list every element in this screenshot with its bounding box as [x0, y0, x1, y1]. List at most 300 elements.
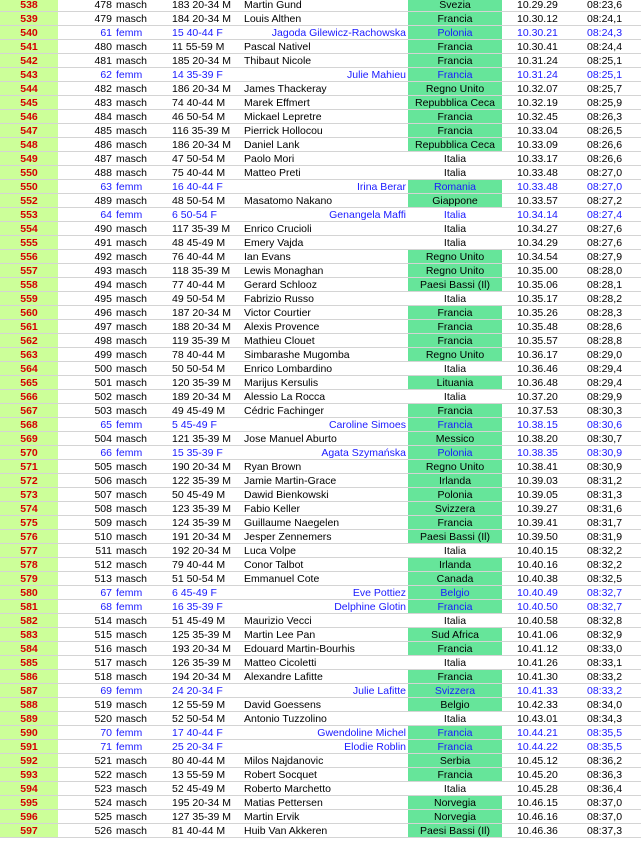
category-cell: 185 20-34 M — [172, 55, 231, 67]
finish-time-cell: 10.37.20 — [517, 391, 558, 403]
bib-number-cell: 525 — [94, 811, 112, 823]
pace-cell: 08:32,5 — [587, 573, 623, 585]
position-cell: 577 — [0, 544, 58, 557]
bib-number-cell: 518 — [94, 671, 112, 683]
nationality-cell: Paesi Bassi (Il) — [408, 530, 502, 543]
bib-number-cell: 524 — [94, 797, 112, 809]
position-cell: 543 — [0, 68, 58, 81]
bib-number-cell: 497 — [94, 321, 112, 333]
finish-time-cell: 10.39.03 — [517, 475, 558, 487]
table-row — [0, 264, 641, 278]
category-cell: 126 35-39 M — [172, 657, 231, 669]
athlete-name-cell: Fabrizio Russo — [244, 293, 315, 305]
pace-cell: 08:32,9 — [587, 629, 623, 641]
nationality-cell: Francia — [408, 320, 502, 333]
athlete-name-cell: Louis Althen — [244, 13, 302, 25]
nationality-cell: Italia — [443, 657, 467, 669]
finish-time-cell: 10.39.41 — [517, 517, 558, 529]
category-cell: 74 40-44 M — [172, 97, 226, 109]
pace-cell: 08:37,0 — [587, 811, 623, 823]
category-cell: 80 40-44 M — [172, 755, 226, 767]
finish-time-cell: 10.31.24 — [517, 69, 558, 81]
athlete-name-cell: Julie Mahieu — [347, 69, 406, 81]
table-row — [0, 404, 641, 418]
gender-cell: masch — [116, 643, 147, 655]
gender-cell: femm — [116, 27, 143, 39]
position-cell: 553 — [0, 208, 58, 221]
category-cell: 194 20-34 M — [172, 671, 231, 683]
category-cell: 125 35-39 M — [172, 629, 231, 641]
pace-cell: 08:25,7 — [587, 83, 623, 95]
category-cell: 52 50-54 M — [172, 713, 226, 725]
athlete-name-cell: Ryan Brown — [244, 461, 302, 473]
finish-time-cell: 10.38.41 — [517, 461, 558, 473]
category-cell: 51 50-54 M — [172, 573, 226, 585]
nationality-cell: Francia — [408, 768, 502, 781]
athlete-name-cell: Alexandre Lafitte — [244, 671, 323, 683]
athlete-name-cell: Marijus Kersulis — [244, 377, 319, 389]
table-row — [0, 740, 641, 754]
pace-cell: 08:28,8 — [587, 335, 623, 347]
bib-number-cell: 486 — [94, 139, 112, 151]
gender-cell: masch — [116, 237, 147, 249]
nationality-cell: Polonia — [408, 26, 502, 39]
position-cell: 588 — [0, 698, 58, 711]
athlete-name-cell: Enrico Crucioli — [244, 223, 312, 235]
athlete-name-cell: Gerard Schlooz — [244, 279, 317, 291]
finish-time-cell: 10.33.57 — [517, 195, 558, 207]
bib-number-cell: 61 — [100, 27, 112, 39]
pace-cell: 08:29,4 — [587, 363, 623, 375]
nationality-cell: Giappone — [408, 194, 502, 207]
athlete-name-cell: James Thackeray — [244, 83, 327, 95]
gender-cell: masch — [116, 111, 147, 123]
pace-cell: 08:26,3 — [587, 111, 623, 123]
nationality-cell: Messico — [408, 432, 502, 445]
nationality-cell: Italia — [443, 237, 467, 249]
position-cell: 589 — [0, 712, 58, 725]
gender-cell: femm — [116, 209, 143, 221]
athlete-name-cell: Masatomo Nakano — [244, 195, 333, 207]
gender-cell: masch — [116, 475, 147, 487]
finish-time-cell: 10.32.45 — [517, 111, 558, 123]
table-row — [0, 782, 641, 796]
nationality-cell: Norvegia — [408, 796, 502, 809]
finish-time-cell: 10.39.27 — [517, 503, 558, 515]
table-row — [0, 166, 641, 180]
finish-time-cell: 10.35.00 — [517, 265, 558, 277]
table-row — [0, 194, 641, 208]
table-row — [0, 278, 641, 292]
position-cell: 580 — [0, 586, 58, 599]
bib-number-cell: 507 — [94, 489, 112, 501]
finish-time-cell: 10.35.06 — [517, 279, 558, 291]
position-cell: 566 — [0, 390, 58, 403]
bib-number-cell: 67 — [100, 587, 112, 599]
position-cell: 574 — [0, 502, 58, 515]
pace-cell: 08:35,5 — [587, 727, 623, 739]
pace-cell: 08:24,3 — [587, 27, 623, 39]
position-cell: 544 — [0, 82, 58, 95]
category-cell: 186 20-34 M — [172, 83, 231, 95]
bib-number-cell: 63 — [100, 181, 112, 193]
pace-cell: 08:28,1 — [587, 279, 623, 291]
gender-cell: masch — [116, 139, 147, 151]
position-cell: 592 — [0, 754, 58, 767]
gender-cell: masch — [116, 335, 147, 347]
pace-cell: 08:34,0 — [587, 699, 623, 711]
table-row — [0, 12, 641, 26]
table-row — [0, 810, 641, 824]
finish-time-cell: 10.41.33 — [517, 685, 558, 697]
finish-time-cell: 10.35.57 — [517, 335, 558, 347]
nationality-cell: Italia — [443, 223, 467, 235]
gender-cell: masch — [116, 293, 147, 305]
gender-cell: masch — [116, 517, 147, 529]
finish-time-cell: 10.46.36 — [517, 825, 558, 837]
pace-cell: 08:28,2 — [587, 293, 623, 305]
gender-cell: masch — [116, 769, 147, 781]
finish-time-cell: 10.35.26 — [517, 307, 558, 319]
gender-cell: masch — [116, 405, 147, 417]
gender-cell: masch — [116, 671, 147, 683]
pace-cell: 08:33,2 — [587, 671, 623, 683]
bib-number-cell: 506 — [94, 475, 112, 487]
table-row — [0, 250, 641, 264]
bib-number-cell: 519 — [94, 699, 112, 711]
bib-number-cell: 520 — [94, 713, 112, 725]
gender-cell: masch — [116, 125, 147, 137]
gender-cell: masch — [116, 83, 147, 95]
category-cell: 50 50-54 M — [172, 363, 226, 375]
table-row — [0, 180, 641, 194]
pace-cell: 08:35,5 — [587, 741, 623, 753]
position-cell: 541 — [0, 40, 58, 53]
nationality-cell: Francia — [408, 418, 502, 431]
position-cell: 550 — [0, 166, 58, 179]
nationality-cell: Francia — [408, 12, 502, 25]
position-cell: 559 — [0, 292, 58, 305]
finish-time-cell: 10.46.16 — [517, 811, 558, 823]
table-row — [0, 348, 641, 362]
bib-number-cell: 510 — [94, 531, 112, 543]
category-cell: 193 20-34 M — [172, 643, 231, 655]
position-cell: 540 — [0, 26, 58, 39]
position-cell: 564 — [0, 362, 58, 375]
nationality-cell: Francia — [408, 110, 502, 123]
category-cell: 119 35-39 M — [172, 335, 231, 347]
table-row — [0, 362, 641, 376]
gender-cell: masch — [116, 629, 147, 641]
finish-time-cell: 10.36.17 — [517, 349, 558, 361]
athlete-name-cell: Agata Szymańska — [321, 447, 406, 459]
table-row — [0, 698, 641, 712]
nationality-cell: Italia — [443, 783, 467, 795]
pace-cell: 08:27,6 — [587, 223, 623, 235]
athlete-name-cell: Gwendoline Michel — [317, 727, 406, 739]
athlete-name-cell: Emmanuel Cote — [244, 573, 320, 585]
table-row — [0, 488, 641, 502]
nationality-cell: Canada — [408, 572, 502, 585]
finish-time-cell: 10.45.28 — [517, 783, 558, 795]
bib-number-cell: 491 — [94, 237, 112, 249]
finish-time-cell: 10.34.54 — [517, 251, 558, 263]
table-row — [0, 236, 641, 250]
gender-cell: masch — [116, 699, 147, 711]
gender-cell: masch — [116, 55, 147, 67]
nationality-cell: Francia — [408, 40, 502, 53]
nationality-cell: Francia — [408, 740, 502, 753]
table-row — [0, 656, 641, 670]
nationality-cell: Belgio — [408, 586, 502, 599]
bib-number-cell: 485 — [94, 125, 112, 137]
athlete-name-cell: Matteo Cicoletti — [244, 657, 317, 669]
athlete-name-cell: Elodie Roblin — [344, 741, 406, 753]
bib-number-cell: 493 — [94, 265, 112, 277]
bib-number-cell: 70 — [100, 727, 112, 739]
category-cell: 16 35-39 F — [172, 601, 223, 613]
gender-cell: femm — [116, 601, 143, 613]
category-cell: 12 55-59 M — [172, 699, 226, 711]
gender-cell: masch — [116, 363, 147, 375]
table-row — [0, 516, 641, 530]
table-row — [0, 586, 641, 600]
table-row — [0, 152, 641, 166]
pace-cell: 08:23,6 — [587, 0, 623, 11]
finish-time-cell: 10.37.53 — [517, 405, 558, 417]
gender-cell: masch — [116, 223, 147, 235]
table-row — [0, 96, 641, 110]
pace-cell: 08:36,3 — [587, 769, 623, 781]
gender-cell: masch — [116, 489, 147, 501]
pace-cell: 08:33,0 — [587, 643, 623, 655]
athlete-name-cell: Jagoda Gilewicz-Rachowska — [271, 27, 406, 39]
gender-cell: masch — [116, 811, 147, 823]
category-cell: 14 35-39 F — [172, 69, 223, 81]
category-cell: 81 40-44 M — [172, 825, 226, 837]
gender-cell: masch — [116, 713, 147, 725]
category-cell: 120 35-39 M — [172, 377, 231, 389]
athlete-name-cell: Daniel Lank — [244, 139, 300, 151]
category-cell: 79 40-44 M — [172, 559, 226, 571]
table-row — [0, 726, 641, 740]
position-cell: 547 — [0, 124, 58, 137]
finish-time-cell: 10.35.17 — [517, 293, 558, 305]
finish-time-cell: 10.34.14 — [517, 209, 558, 221]
nationality-cell: Belgio — [408, 698, 502, 711]
athlete-name-cell: Caroline Simoes — [328, 419, 406, 431]
gender-cell: masch — [116, 307, 147, 319]
finish-time-cell: 10.33.17 — [517, 153, 558, 165]
gender-cell: masch — [116, 657, 147, 669]
athlete-name-cell: Luca Volpe — [244, 545, 296, 557]
gender-cell: masch — [116, 97, 147, 109]
finish-time-cell: 10.41.30 — [517, 671, 558, 683]
athlete-name-cell: Roberto Marchetto — [244, 783, 331, 795]
finish-time-cell: 10.42.33 — [517, 699, 558, 711]
category-cell: 47 50-54 M — [172, 153, 226, 165]
nationality-cell: Francia — [408, 404, 502, 417]
bib-number-cell: 500 — [94, 363, 112, 375]
athlete-name-cell: Antonio Tuzzolino — [244, 713, 327, 725]
nationality-cell: Regno Unito — [408, 250, 502, 263]
bib-number-cell: 484 — [94, 111, 112, 123]
category-cell: 77 40-44 M — [172, 279, 226, 291]
category-cell: 48 45-49 M — [172, 237, 226, 249]
table-row — [0, 768, 641, 782]
position-cell: 552 — [0, 194, 58, 207]
table-row — [0, 390, 641, 404]
category-cell: 50 45-49 M — [172, 489, 226, 501]
finish-time-cell: 10.45.20 — [517, 769, 558, 781]
finish-time-cell: 10.45.12 — [517, 755, 558, 767]
table-row — [0, 292, 641, 306]
athlete-name-cell: Edouard Martin-Bourhis — [244, 643, 355, 655]
athlete-name-cell: Pascal Nativel — [244, 41, 311, 53]
bib-number-cell: 513 — [94, 573, 112, 585]
finish-time-cell: 10.40.16 — [517, 559, 558, 571]
pace-cell: 08:31,3 — [587, 489, 623, 501]
gender-cell: masch — [116, 615, 147, 627]
position-cell: 568 — [0, 418, 58, 431]
pace-cell: 08:32,7 — [587, 601, 623, 613]
pace-cell: 08:30,9 — [587, 447, 623, 459]
nationality-cell: Francia — [408, 306, 502, 319]
bib-number-cell: 505 — [94, 461, 112, 473]
athlete-name-cell: Enrico Lombardino — [244, 363, 333, 375]
pace-cell: 08:30,6 — [587, 419, 623, 431]
category-cell: 184 20-34 M — [172, 13, 231, 25]
gender-cell: masch — [116, 265, 147, 277]
nationality-cell: Italia — [443, 713, 467, 725]
finish-time-cell: 10.38.20 — [517, 433, 558, 445]
category-cell: 76 40-44 M — [172, 251, 226, 263]
bib-number-cell: 66 — [100, 447, 112, 459]
gender-cell: masch — [116, 0, 147, 11]
position-cell: 572 — [0, 474, 58, 487]
position-cell: 563 — [0, 348, 58, 361]
gender-cell: femm — [116, 587, 143, 599]
table-row — [0, 712, 641, 726]
gender-cell: masch — [116, 251, 147, 263]
nationality-cell: Svezia — [408, 0, 502, 11]
nationality-cell: Francia — [408, 670, 502, 683]
category-cell: 127 35-39 M — [172, 811, 231, 823]
athlete-name-cell: Delphine Glotin — [334, 601, 406, 613]
pace-cell: 08:31,2 — [587, 475, 623, 487]
position-cell: 591 — [0, 740, 58, 753]
athlete-name-cell: Jose Manuel Aburto — [244, 433, 337, 445]
category-cell: 13 55-59 M — [172, 769, 226, 781]
nationality-cell: Polonia — [408, 446, 502, 459]
bib-number-cell: 503 — [94, 405, 112, 417]
position-cell: 573 — [0, 488, 58, 501]
nationality-cell: Italia — [443, 391, 467, 403]
finish-time-cell: 10.38.35 — [517, 447, 558, 459]
position-cell: 585 — [0, 656, 58, 669]
table-row — [0, 418, 641, 432]
table-row — [0, 432, 641, 446]
table-row — [0, 824, 641, 838]
pace-cell: 08:28,6 — [587, 321, 623, 333]
pace-cell: 08:26,6 — [587, 139, 623, 151]
position-cell: 590 — [0, 726, 58, 739]
table-row — [0, 68, 641, 82]
athlete-name-cell: Huib Van Akkeren — [244, 825, 328, 837]
position-cell: 565 — [0, 376, 58, 389]
category-cell: 118 35-39 M — [172, 265, 231, 277]
nationality-cell: Paesi Bassi (Il) — [408, 824, 502, 837]
table-row — [0, 614, 641, 628]
nationality-cell: Svizzera — [408, 502, 502, 515]
finish-time-cell: 10.36.46 — [517, 363, 558, 375]
position-cell: 583 — [0, 628, 58, 641]
table-row — [0, 320, 641, 334]
bib-number-cell: 483 — [94, 97, 112, 109]
nationality-cell: Svizzera — [408, 684, 502, 697]
finish-time-cell: 10.43.01 — [517, 713, 558, 725]
pace-cell: 08:31,9 — [587, 531, 623, 543]
category-cell: 190 20-34 M — [172, 461, 231, 473]
table-row — [0, 544, 641, 558]
table-row — [0, 0, 641, 12]
category-cell: 46 50-54 M — [172, 111, 226, 123]
nationality-cell: Lituania — [408, 376, 502, 389]
category-cell: 117 35-39 M — [172, 223, 231, 235]
pace-cell: 08:25,1 — [587, 55, 623, 67]
nationality-cell: Norvegia — [408, 810, 502, 823]
category-cell: 116 35-39 M — [172, 125, 231, 137]
finish-time-cell: 10.32.19 — [517, 97, 558, 109]
position-cell: 597 — [0, 824, 58, 837]
athlete-name-cell: Matteo Preti — [244, 167, 301, 179]
pace-cell: 08:28,0 — [587, 265, 623, 277]
bib-number-cell: 508 — [94, 503, 112, 515]
bib-number-cell: 489 — [94, 195, 112, 207]
pace-cell: 08:29,4 — [587, 377, 623, 389]
finish-time-cell: 10.40.58 — [517, 615, 558, 627]
bib-number-cell: 495 — [94, 293, 112, 305]
finish-time-cell: 10.35.48 — [517, 321, 558, 333]
bib-number-cell: 492 — [94, 251, 112, 263]
category-cell: 187 20-34 M — [172, 307, 231, 319]
gender-cell: masch — [116, 559, 147, 571]
bib-number-cell: 490 — [94, 223, 112, 235]
position-cell: 578 — [0, 558, 58, 571]
pace-cell: 08:31,7 — [587, 517, 623, 529]
nationality-cell: Francia — [408, 124, 502, 137]
finish-time-cell: 10.41.12 — [517, 643, 558, 655]
nationality-cell: Regno Unito — [408, 264, 502, 277]
nationality-cell: Polonia — [408, 488, 502, 501]
position-cell: 584 — [0, 642, 58, 655]
pace-cell: 08:27,4 — [587, 209, 623, 221]
category-cell: 6 50-54 F — [172, 209, 217, 221]
category-cell: 52 45-49 M — [172, 783, 226, 795]
gender-cell: masch — [116, 531, 147, 543]
position-cell: 596 — [0, 810, 58, 823]
pace-cell: 08:33,2 — [587, 685, 623, 697]
finish-time-cell: 10.41.06 — [517, 629, 558, 641]
bib-number-cell: 482 — [94, 83, 112, 95]
gender-cell: masch — [116, 433, 147, 445]
category-cell: 189 20-34 M — [172, 391, 231, 403]
gender-cell: masch — [116, 377, 147, 389]
category-cell: 124 35-39 M — [172, 517, 231, 529]
athlete-name-cell: Guillaume Naegelen — [244, 517, 340, 529]
nationality-cell: Paesi Bassi (Il) — [408, 278, 502, 291]
nationality-cell: Regno Unito — [408, 348, 502, 361]
